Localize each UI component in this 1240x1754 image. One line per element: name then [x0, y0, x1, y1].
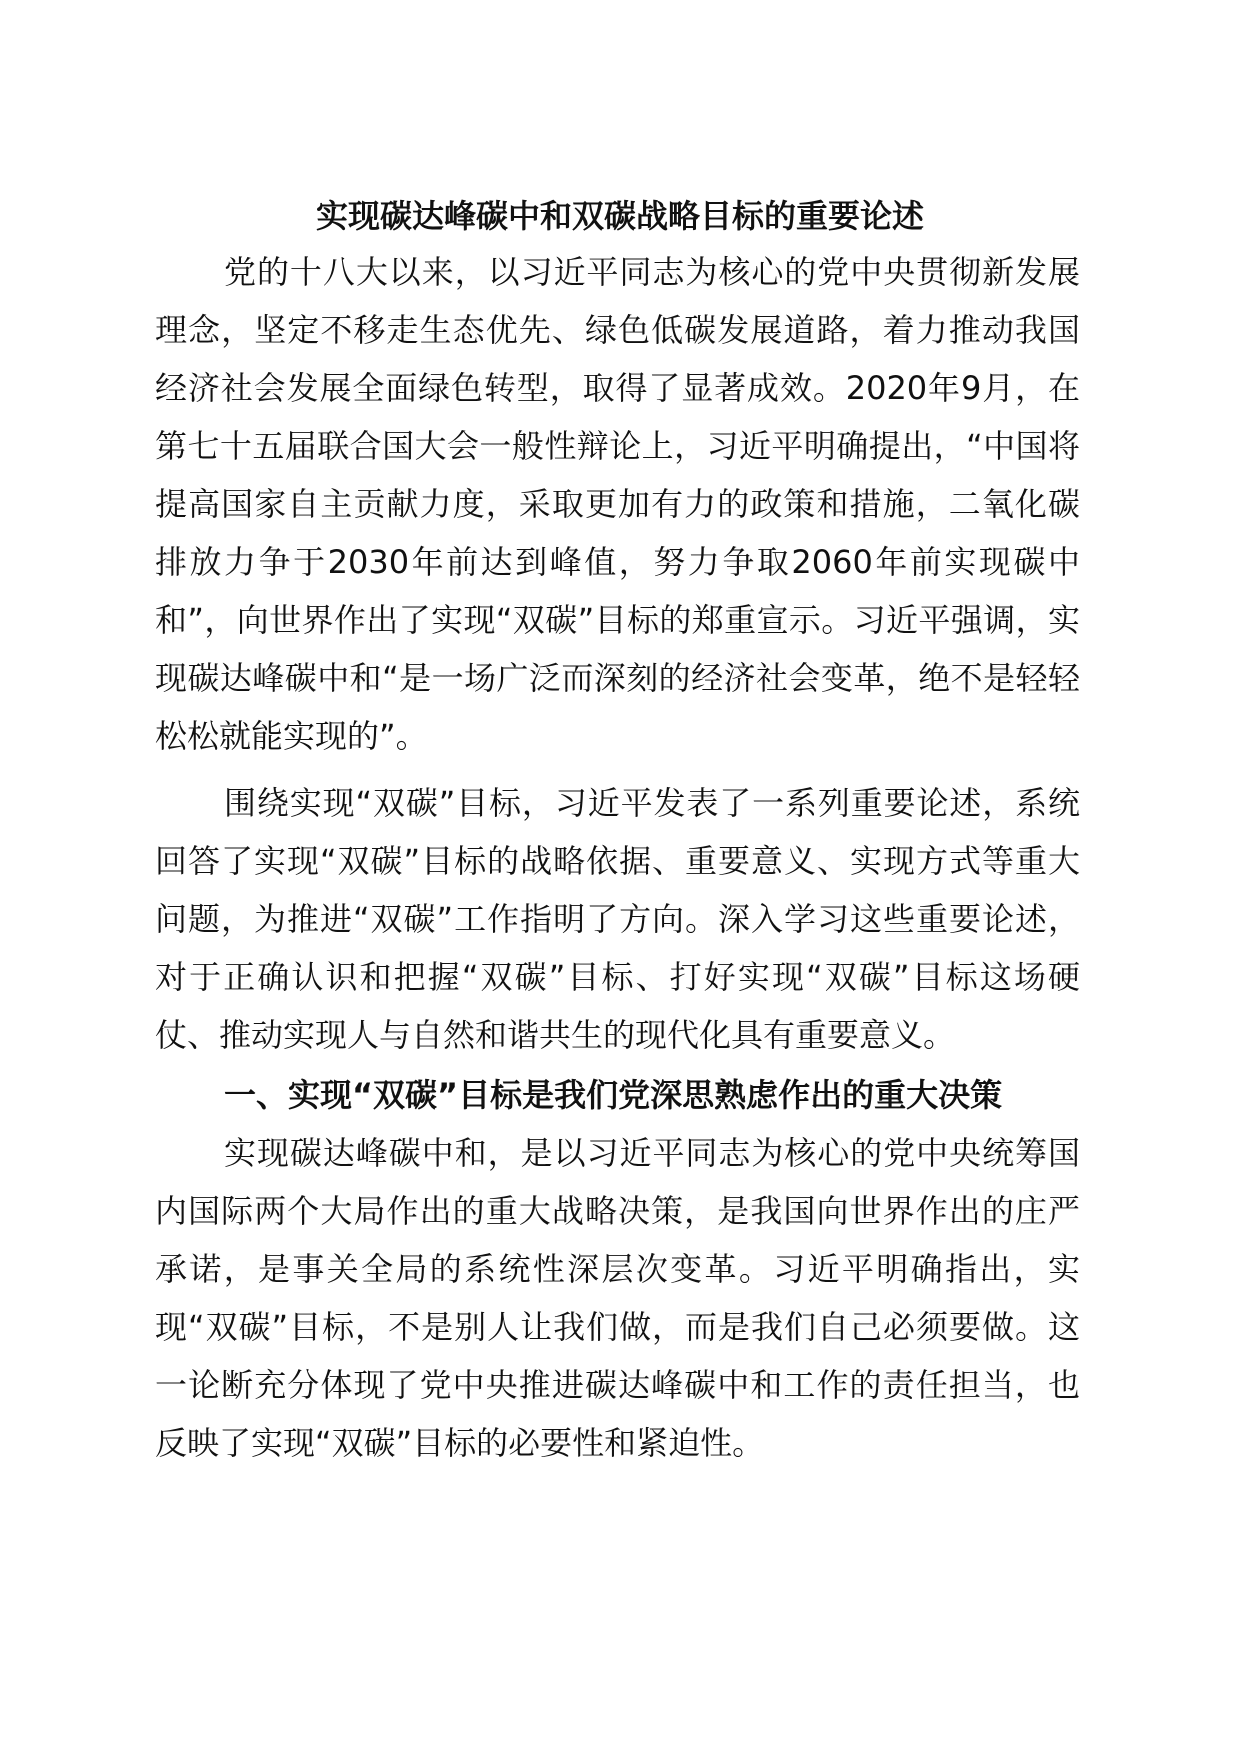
body-paragraph: 围绕实现“双碳”目标，习近平发表了一系列重要论述，系统回答了实现“双碳”目标的战略依据、重要意义、实现方式等重大问题，为推进“双碳”工作指明了方向。深入学习这些重要论述，对于正确认识和把握“双碳”目标、打好实现“双碳”目标这场硬仗、推动实现人与自然和谐共生的现代化具有重要意义。 [155, 784, 1080, 1054]
section-heading: 一、实现“双碳”目标是我们党深思熟虑作出的重大决策 [224, 1076, 1003, 1114]
section-paragraph: 实现碳达峰碳中和，是以习近平同志为核心的党中央统筹国内国际两个大局作出的重大战略决策，是我国向世界作出的庄严承诺，是事关全局的系统性深层次变革。习近平明确指出，实现“双碳”目标，不是别人让我们做，而是我们自己必须要做。这一论断充分体现了党中央推进碳达峰碳中和工作的责任担当，也反映了实现“双碳”目标的必要性和紧迫性。 [155, 1134, 1080, 1462]
body-paragraph: 党的十八大以来，以习近平同志为核心的党中央贯彻新发展理念，坚定不移走生态优先、绿色低碳发展道路，着力推动我国经济社会发展全面绿色转型，取得了显著成效。2020年9月，在第七十五届联合国大会一般性辩论上，习近平明确提出，“中国将提高国家自主贡献力度，采取更加有力的政策和措施，二氧化碳排放力争于2030年前达到峰值，努力争取2060年前实现碳中和”，向世界作出了实现“双碳”目标的郑重宣示。习近平强调，实现碳达峰碳中和“是一场广泛而深刻的经济社会变革，绝不是轻轻松松就能实现的”。 [155, 253, 1080, 755]
document-title: 实现碳达峰碳中和双碳战略目标的重要论述 [315, 197, 924, 235]
